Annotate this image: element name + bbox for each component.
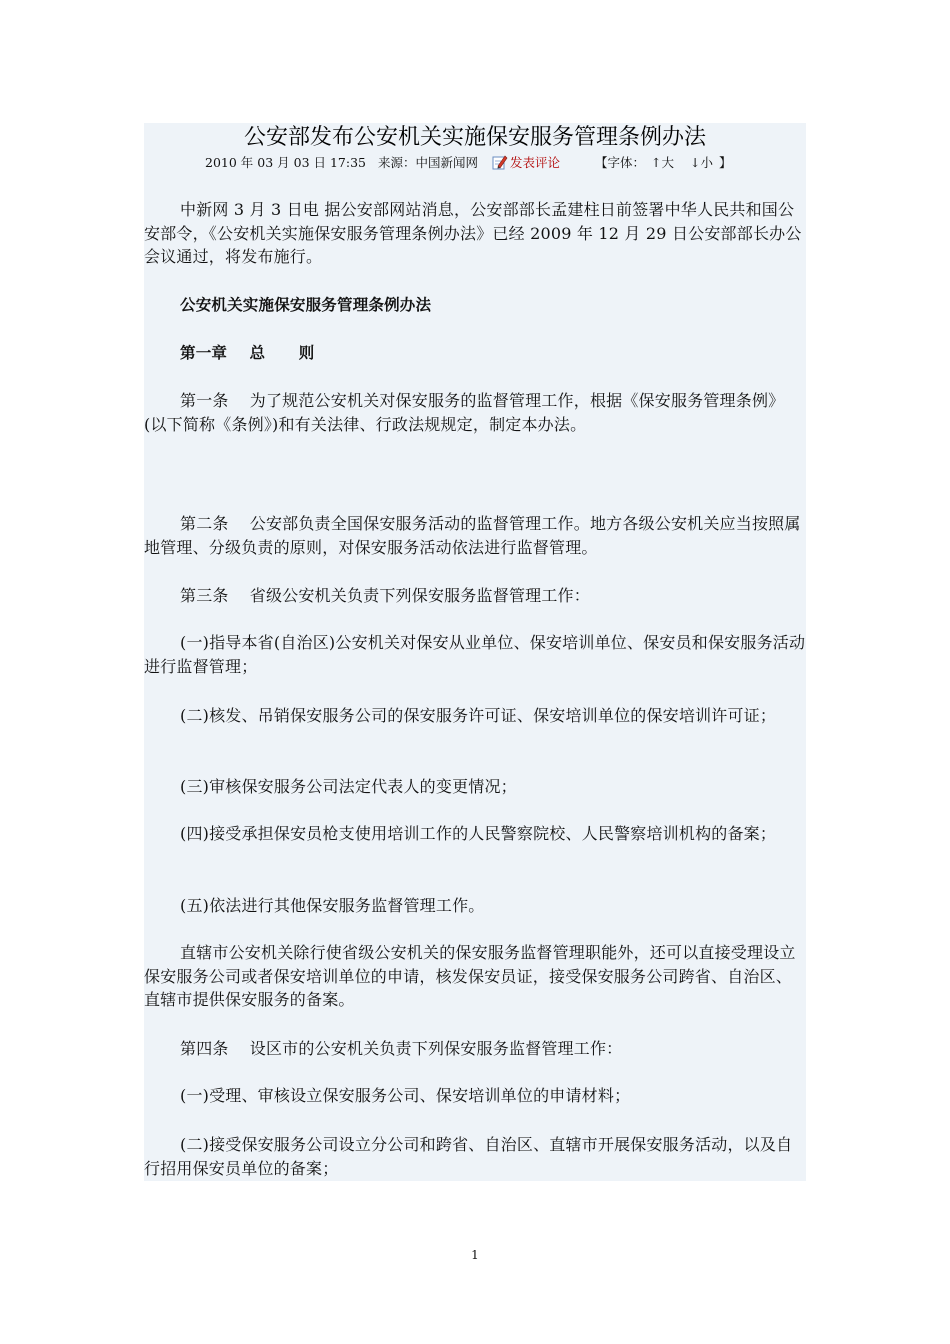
paragraph: 第二条 公安部负责全国保安服务活动的监督管理工作。地方各级公安机关应当按照属地管理、分级负责的原则，对保安服务活动依法进行监督管理。: [144, 514, 801, 557]
post-comment-link[interactable]: 发表评论: [510, 155, 561, 170]
article-meta: [205, 153, 732, 171]
paragraph: (三)审核保安服务公司法定代表人的变更情况；: [180, 777, 517, 796]
font-size-decrease-button[interactable]: ↓小: [689, 155, 713, 170]
source-name: 中国新闻网: [415, 155, 479, 170]
paragraph: 第一条 为了规范公安机关对保安服务的监督管理工作，根据《保安服务管理条例》(以下简称《条例》)和有关法律、行政法规规定，制定本办法。: [144, 391, 785, 434]
publish-date: 2010 年 03 月 03 日 17:35: [205, 155, 366, 170]
page-number: 1: [471, 1248, 479, 1262]
font-size-label: 【字体：: [595, 155, 646, 170]
pen-icon[interactable]: [492, 154, 508, 170]
paragraph: (四)接受承担保安员枪支使用培训工作的人民警察院校、人民警察培训机构的备案；: [180, 824, 777, 843]
paragraph: (一)受理、审核设立保安服务公司、保安培训单位的申请材料；: [180, 1086, 631, 1105]
font-size-increase-button[interactable]: ↑大: [651, 155, 675, 170]
paragraph: 第四条 设区市的公安机关负责下列保安服务监督管理工作：: [180, 1039, 623, 1058]
paragraph: (五)依法进行其他保安服务监督管理工作。: [180, 896, 485, 915]
font-size-control: [594, 153, 732, 171]
article-title: 公安部发布公安机关实施保安服务管理条例办法: [243, 125, 706, 150]
paragraph: 第三条 省级公安机关负责下列保安服务监督管理工作：: [180, 586, 590, 605]
paragraph: 中新网 3 月 3 日电 据公安部网站消息，公安部部长孟建柱日前签署中华人民共和国公安部令，《公安机关实施保安服务管理条例办法》已经 2009 年 12 月 29 日公安部部长办公会议通过，将发布施行。: [144, 200, 802, 266]
font-size-close: 】: [718, 155, 732, 170]
source-label: 来源：: [378, 155, 416, 170]
paragraph: (一)指导本省(自治区)公安机关对保安从业单位、保安培训单位、保安员和保安服务活动进行监督管理；: [144, 633, 806, 676]
section-heading: 公安机关实施保安服务管理条例办法: [180, 296, 432, 314]
paragraph: (二)核发、吊销保安服务公司的保安服务许可证、保安培训单位的保安培训许可证；: [180, 706, 777, 725]
chapter-heading: 第一章 总 则: [180, 344, 315, 362]
paragraph: (二)接受保安服务公司设立分公司和跨省、自治区、直辖市开展保安服务活动，以及自行招用保安员单位的备案；: [144, 1135, 793, 1178]
paragraph: 直辖市公安机关除行使省级公安机关的保安服务监督管理职能外，还可以直接受理设立保安服务公司或者保安培训单位的申请，核发保安员证，接受保安服务公司跨省、自治区、直辖市提供保安服务的备案。: [144, 943, 796, 1009]
